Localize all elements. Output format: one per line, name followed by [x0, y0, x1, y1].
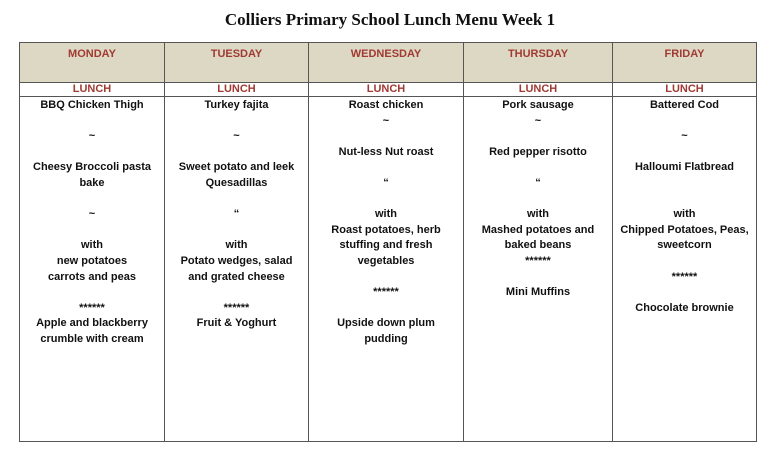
menu-line [165, 114, 308, 130]
menu-line: Pork sausage [502, 99, 574, 111]
menu-line: “ [383, 176, 389, 189]
menu-line: Apple and blackberry [36, 317, 148, 330]
menu-line [20, 192, 164, 208]
menu-line: ~ [88, 130, 96, 143]
menu-line [613, 285, 756, 301]
menu-line: ~ [233, 130, 240, 143]
menu-line: with [375, 208, 397, 221]
menu-line: ****** [79, 301, 105, 314]
lunch-label: LUNCH [20, 83, 165, 97]
menu-line [165, 145, 308, 161]
menu-line: with [81, 239, 103, 252]
menu-line: Halloumi Flatbread [634, 161, 735, 174]
menu-line: crumble with cream [40, 332, 144, 345]
menu-cell-thursday [464, 97, 613, 442]
lunch-menu-table [19, 42, 757, 442]
menu-line [309, 129, 463, 145]
day-header-tuesday: TUESDAY [165, 43, 309, 83]
menu-line [613, 114, 756, 130]
menu-line: and grated cheese [188, 270, 285, 283]
menu-line: ****** [373, 286, 399, 299]
menu-line: Nut-less Nut roast [338, 145, 434, 158]
menu-line [20, 223, 164, 239]
menu-line: ****** [671, 270, 698, 283]
menu-line: Upside down plum [337, 317, 435, 330]
menu-line [613, 192, 756, 208]
menu-cell-tuesday [165, 97, 309, 442]
menu-line [464, 129, 612, 145]
menu-cell-monday [20, 97, 165, 442]
menu-line [309, 160, 463, 176]
day-header-row [20, 43, 757, 83]
menu-line: ~ [534, 114, 542, 127]
menu-line: with [527, 208, 549, 221]
menu-line [309, 192, 463, 208]
menu-line: Chocolate brownie [635, 301, 734, 314]
menu-line: ~ [681, 130, 688, 143]
menu-line: “ [233, 208, 240, 221]
day-header-wednesday: WEDNESDAY [309, 43, 464, 83]
menu-line: Mini Muffins [505, 286, 571, 299]
menu-cell-friday [613, 97, 757, 442]
menu-line [165, 223, 308, 239]
day-header-thursday: THURSDAY [464, 43, 613, 83]
menu-line: Sweet potato and leek [178, 161, 295, 174]
lunch-label: LUNCH [464, 83, 613, 97]
menu-line [464, 160, 612, 176]
menu-line: baked beans [504, 239, 572, 252]
day-header-friday: FRIDAY [613, 43, 757, 83]
menu-line [20, 145, 164, 161]
menu-line: BBQ Chicken Thigh [40, 99, 144, 111]
menu-line: “ [535, 176, 541, 189]
menu-line: Quesadillas [205, 176, 268, 189]
lunch-label: LUNCH [165, 83, 309, 97]
menu-line [613, 254, 756, 270]
day-header-monday: MONDAY [20, 43, 165, 83]
menu-line: Roast potatoes, herb [331, 223, 441, 236]
menu-line: bake [79, 176, 105, 189]
menu-line [309, 270, 463, 286]
menu-line: vegetables [357, 254, 415, 267]
menu-line: Potato wedges, salad [180, 254, 293, 267]
menu-body-row [20, 97, 757, 442]
menu-line: ~ [88, 208, 96, 221]
menu-line: new potatoes [56, 254, 128, 267]
menu-line [464, 192, 612, 208]
menu-line [20, 114, 164, 130]
menu-line: stuffing and fresh [339, 239, 433, 252]
menu-line: Turkey fajita [204, 99, 269, 111]
page-title: Colliers Primary School Lunch Menu Week 1 [224, 10, 556, 29]
menu-line: Red pepper risotto [489, 145, 587, 158]
menu-line: with [225, 239, 248, 252]
menu-line: Battered Cod [649, 99, 720, 111]
menu-line: ~ [382, 114, 390, 127]
menu-line [20, 285, 164, 301]
menu-line [165, 285, 308, 301]
lunch-label-row [20, 83, 757, 97]
menu-line [464, 270, 612, 286]
menu-line: with [673, 208, 696, 221]
menu-line [309, 301, 463, 317]
menu-line: carrots and peas [47, 270, 137, 283]
menu-line [613, 176, 756, 192]
menu-line: ****** [525, 254, 551, 267]
menu-line: Roast chicken [348, 99, 424, 111]
lunch-label: LUNCH [613, 83, 757, 97]
menu-line: ****** [223, 301, 250, 314]
menu-line: Mashed potatoes and [481, 223, 595, 236]
lunch-label: LUNCH [309, 83, 464, 97]
menu-line: pudding [364, 332, 408, 345]
menu-line: sweetcorn [657, 239, 712, 252]
menu-line: Chipped Potatoes, Peas, [620, 223, 749, 236]
menu-line [613, 145, 756, 161]
menu-line [165, 192, 308, 208]
menu-cell-wednesday [309, 97, 464, 442]
menu-line: Fruit & Yoghurt [196, 317, 277, 330]
menu-line: Cheesy Broccoli pasta [33, 161, 151, 174]
